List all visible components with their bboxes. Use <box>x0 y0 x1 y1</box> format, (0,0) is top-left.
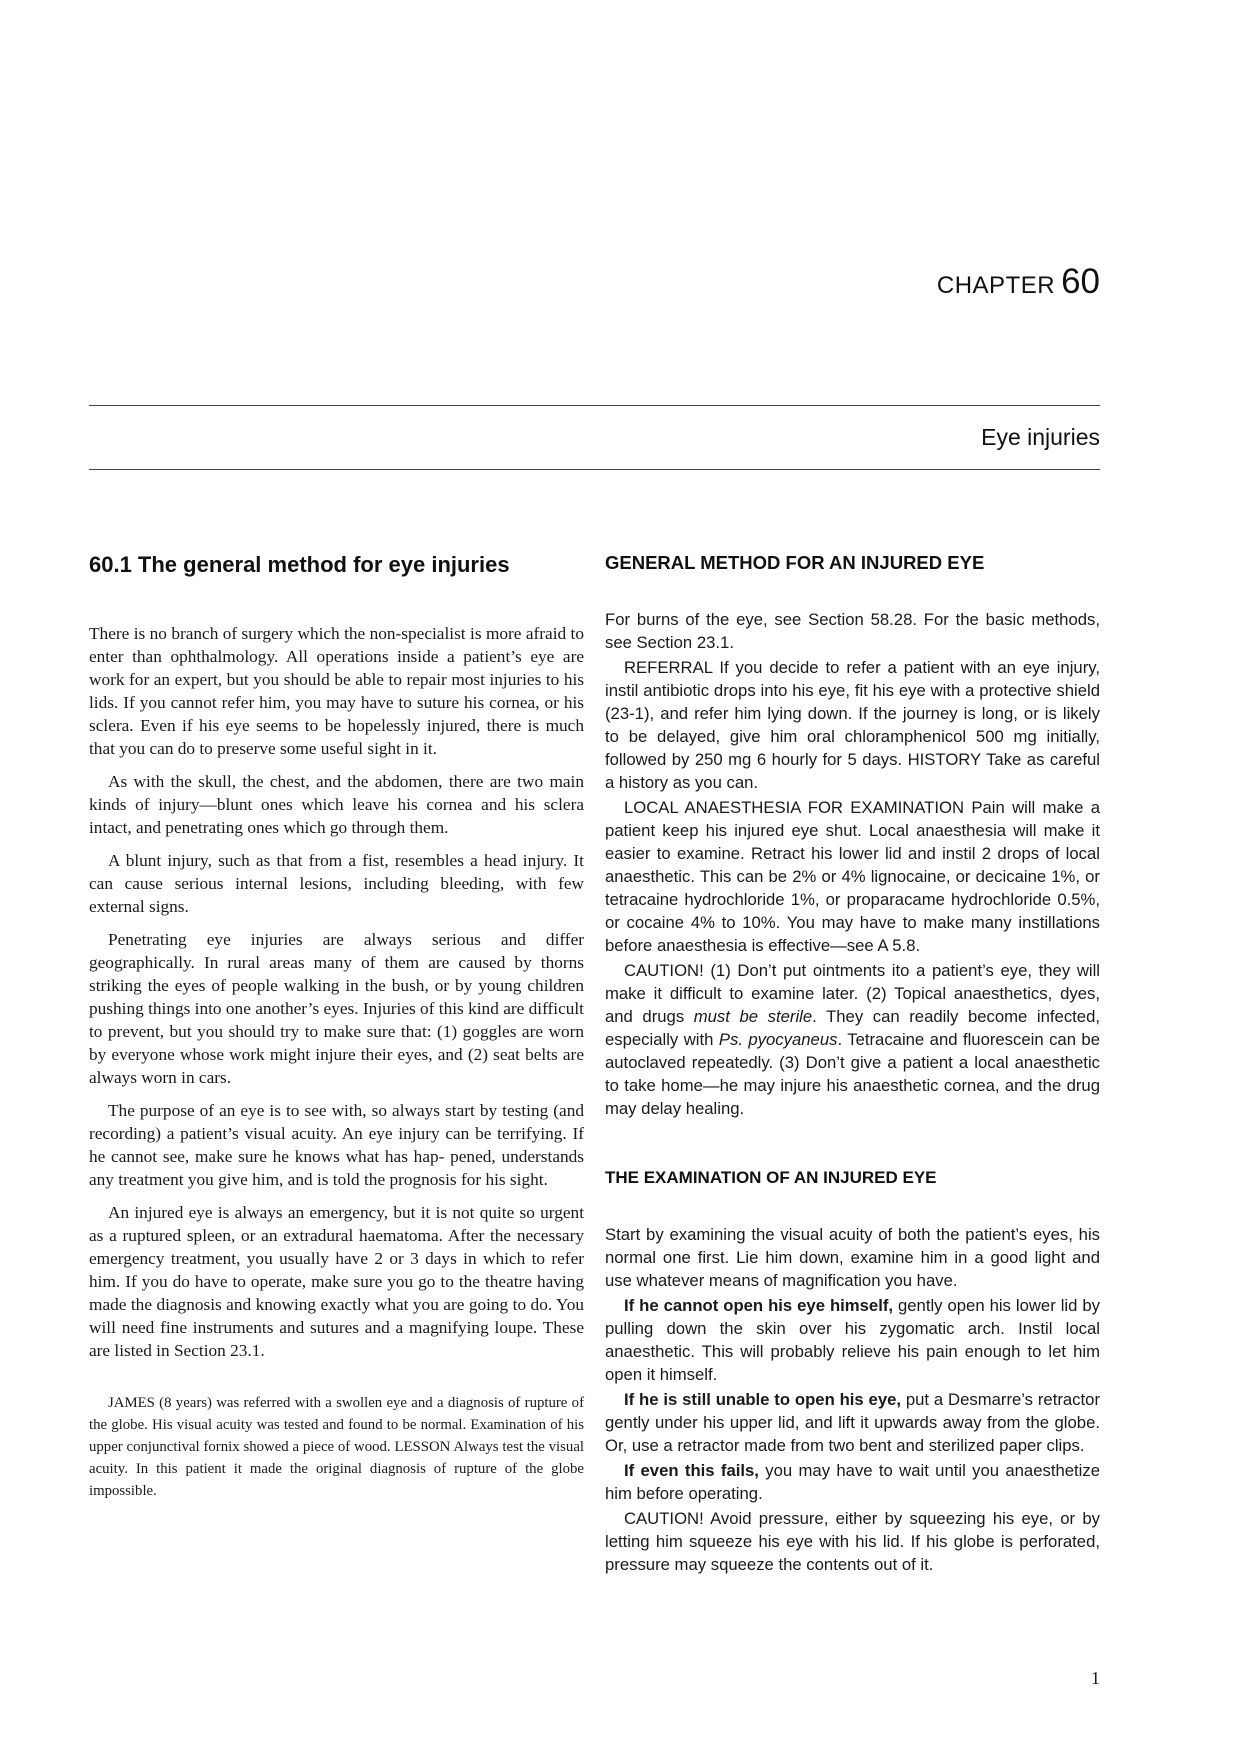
chapter-heading <box>937 262 1100 302</box>
body-paragraph <box>605 1294 1100 1386</box>
organism-name: Ps. pyocyaneus <box>718 1030 838 1049</box>
section-title: 60.1 The general method for eye injuries <box>89 552 510 577</box>
body-paragraph: There is no branch of surgery which the non-specialist is more afraid to enter than ophthalmology. All operations inside a patient’s eye are work for an expert, but you should be able to repair most injuries to his lids. If you cannot refer him, you may have to suture his cornea, or his sclera. Even if his eye seems to be hopelessly injured, there is much that you can do to preserve some useful sight in it. <box>89 624 584 758</box>
chapter-title: Eye injuries <box>981 424 1100 450</box>
page-number: 1 <box>1091 1668 1100 1688</box>
case-note: JAMES (8 years) was referred with a swollen eye and a diagnosis of rupture of the globe. His visual acuity was tested and found to be normal. Examination of his upper conjunctival fornix showed a piece of wood. LESSON Always test the visual acuity. In this patient it made the original diagnosis of rupture of the globe impossible. <box>89 1395 584 1499</box>
body-paragraph: The purpose of an eye is to see with, so always start by testing (and recording) a patient’s visual acuity. An eye injury can be terrifying. If he cannot see, make sure he knows what has hap- pened, understands any treatment you give him, and is told the prognosis for his sight. <box>89 1101 584 1189</box>
run-in-lead: If even this fails, <box>624 1461 759 1480</box>
paragraph-text: put a Desmarre’s retractor gently under his upper lid, and lift it upwards away from the globe. Or, use a retractor made from two bent and sterilized paper clips. <box>605 1390 1100 1455</box>
referral-paragraph: REFERRAL If you decide to refer a patient with an eye injury, instil antibiotic drops into his eye, fit his eye with a protective shield (23-1), and refer him lying down. If the journey is long, or is likely to be delayed, give him oral chloramphenicol 500 mg initially, followed by 250 mg 6 hourly for 5 days. HISTORY Take as careful a history as you can. <box>605 658 1100 792</box>
run-in-lead: If he cannot open his eye himself, <box>624 1296 894 1315</box>
chapter-number: 60 <box>1061 262 1100 301</box>
caution-text: CAUTION! (1) Don’t put ointments ito a patient’s eye, they will make it difficult to examine later. (2) Topical anaesthetics, dyes, and drugs <box>605 961 1100 1026</box>
caution-text: . They can readily become infected, especially with <box>605 1007 1100 1049</box>
chapter-label: CHAPTER <box>936 272 1056 299</box>
top-rule <box>89 405 1100 406</box>
run-in-lead: If he is still unable to open his eye, <box>624 1390 902 1409</box>
body-paragraph: An injured eye is always an emergency, but it is not quite so urgent as a ruptured spleen, or an extradural haematoma. After the necessary emergency treatment, you usually have 2 or 3 days in which to refer him. If you do have to operate, make sure you go to the theatre having made the diagnosis and knowing exactly what you are going to do. You will need fine instruments and sutures and a magnifying loupe. These are listed in Section 23.1. <box>89 1203 584 1360</box>
subsection-heading: THE EXAMINATION OF AN INJURED EYE <box>605 1168 937 1187</box>
left-column <box>89 552 584 1502</box>
right-column <box>605 552 1100 1578</box>
paragraph-text: gently open his lower lid by pulling down the skin over his zygomatic arch. Instil local anaesthetic. This will probably relieve his pain enough to let him open it himself. <box>605 1296 1100 1384</box>
body-paragraph: A blunt injury, such as that from a fist, resembles a head injury. It can cause serious internal lesions, including bleeding, with few external signs. <box>89 851 584 916</box>
emphasis-text: must be sterile <box>693 1007 813 1026</box>
caution-paragraph: CAUTION! Avoid pressure, either by squeezing his eye, or by letting him squeeze his eye with his lid. If his globe is perforated, pressure may squeeze the contents out of it. <box>605 1509 1100 1574</box>
subsection-heading: GENERAL METHOD FOR AN INJURED EYE <box>605 552 985 573</box>
anaesthesia-paragraph: LOCAL ANAESTHESIA FOR EXAMINATION Pain will make a patient keep his injured eye shut. Local anaesthesia will make it easier to examine. Retract his lower lid and instil 2 drops of local anaesthetic. This can be 2% or 4% lignocaine, or decicaine 1%, or tetracaine hydrochloride 1%, or proparacame hydrochloride 0.5%, or cocaine 4% to 10%. You may have to make many instillations before anaesthesia is effective—see A 5.8. <box>605 798 1100 955</box>
caution-paragraph <box>605 959 1100 1120</box>
caution-text: . Tetracaine and fluorescein can be autoclaved repeatedly. (3) Don’t give a patient a local anaesthetic to take home—he may injure his anaesthetic cornea, and the drug may delay healing. <box>605 1030 1100 1118</box>
body-paragraph <box>605 1459 1100 1505</box>
bottom-rule <box>89 469 1100 470</box>
body-paragraph <box>605 1388 1100 1457</box>
body-paragraph: Start by examining the visual acuity of both the patient’s eyes, his normal one first. Lie him down, examine him in a good light and use whatever means of magnification you have. <box>605 1225 1100 1290</box>
body-paragraph: As with the skull, the chest, and the abdomen, there are two main kinds of injury—blunt ones which leave his cornea and his sclera intact, and penetrating ones which go through them. <box>89 772 584 837</box>
body-paragraph: Penetrating eye injuries are always serious and differ geographically. In rural areas many of them are caused by thorns striking the eyes of people walking in the bush, or by young children pushing things into one another’s eyes. Injuries of this kind are difficult to prevent, but you should try to make sure that: (1) goggles are worn by everyone whose work might injure their eyes, and (2) seat belts are always worn in cars. <box>89 930 584 1087</box>
body-paragraph: For burns of the eye, see Section 58.28. For the basic methods, see Section 23.1. <box>605 610 1100 652</box>
paragraph-text: you may have to wait until you anaesthetize him before operating. <box>605 1461 1100 1503</box>
